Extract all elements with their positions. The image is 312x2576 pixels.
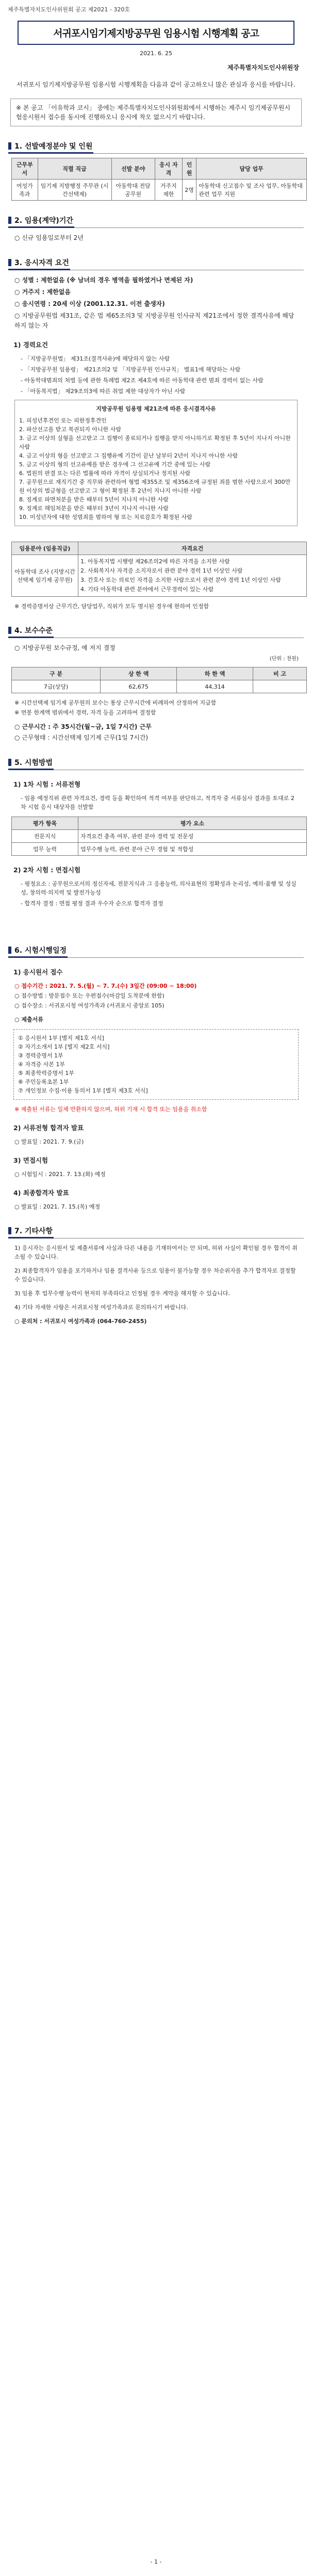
notice-page [5,0,307,2565]
section-bar-icon [8,759,11,766]
section-1 [8,140,304,201]
misc-item: 3) 임용 후 업무수행 능력이 현저히 부족하다고 인정될 경우 계약을 해지할 수 있습니다. [14,1290,231,1297]
disqualify-item: 6. 법원의 판결 또는 다른 법률에 따라 자격이 상실되거나 정지된 사람 [19,470,191,477]
page-number: - 1 - [150,2558,162,2565]
notice-box [10,99,302,126]
disqualify-item: 9. 징계로 해임처분을 받은 때부터 3년이 지나지 아니한 사람 [19,505,169,512]
docs-note: ※ 제출된 서류는 일체 반환하지 않으며, 허위 기재 시 합격 또는 임용을 취소함 [14,1106,207,1113]
misc-item: 1) 응시자는 응시원서 및 제출서류에 사실과 다른 내용을 기재하여서는 안 되며, 허위 사실이 확인될 경우 합격이 취소될 수 있습니다. [14,1245,298,1260]
exam-step-2: 2) 2차 시험 : 면접시험 [13,866,81,874]
exam-step-2-item: - 평정요소 : 공무원으로서의 정신자세, 전문지식과 그 응용능력, 의사표현의 정확성과 논리성, 예의·품행 및 성실성, 창의력·의지력 및 발전가능성 [21,881,297,896]
exam-step-2-item: - 합격자 결정 : 면접 평정 결과 우수자 순으로 합격자 결정 [21,900,163,907]
qualify-3: - 아동학대범죄의 처벌 등에 관한 특례법 제2조 제4호에 따른 아동학대 관련 범죄 경력이 없는 사람 [21,377,264,384]
section-3 [8,256,304,611]
section-bar-icon [8,1227,11,1234]
schedule-item: ○ 시험일시 : 2021. 7. 13.(화) 예정 [14,1171,106,1178]
disqualify-item: 8. 징계로 파면처분을 받은 때부터 5년이 지나지 아니한 사람 [19,496,169,503]
section-bar-icon [8,217,11,224]
exam-step-1: 1) 1차 시험 : 서류전형 [13,780,81,788]
misc-item: 4) 기타 자세한 사항은 서귀포시청 여성가족과로 문의하시기 바랍니다. [14,1304,188,1311]
pay-table: 구 분 상 한 액 하 한 액 비 고 7급(상당) 62,675 44,314 [11,667,307,693]
section-3-title: 3. 응시자격 요건 [8,256,70,270]
docs-title: ○ 제출서류 [14,1016,43,1023]
eval-table: 평가 항목 평가 요소 전문지식 자격요건 충족 여부, 관련 분야 경력 및 전문성 업무 능력 업무수행 능력, 관련 분야 근무 경험 및 적합성 [11,817,307,856]
th-dept: 근무부서 [12,158,38,180]
qualify-2: - 「지방공무원 임용령」 제21조의2 및 「지방공무원 인사규칙」 별표1에 해당하는 사람 [21,366,241,373]
doc-item: ⑤ 최종학력증명서 1부 [18,1070,74,1077]
section-7 [8,1225,304,1326]
section-bar-icon [8,947,11,954]
section-bar-icon [8,259,11,266]
disqualify-item: 3. 금고 이상의 실형을 선고받고 그 집행이 종료되거나 집행을 받지 아니하기로 확정된 후 5년이 지나지 아니한 사람 [19,435,291,450]
contact-info: ○ 문의처 : 서귀포시 여성가족과 (064-760-2455) [14,1318,147,1325]
qual-note: ※ 경력증명서상 근무기간, 담당업무, 직위가 모두 명시된 경우에 한하여 인정함 [14,603,209,610]
table-row: 업무 능력 업무수행 능력, 관련 분야 근무 경험 및 적합성 [12,843,307,856]
pay-note: ※ 연봉 한계액 범위에서 경력, 자격 등을 고려하여 결정함 [14,709,156,716]
work-type: ○ 근무형태 : 시간선택제 임기제 근무(1일 7시간) [14,734,149,741]
pay-unit: (단위 : 천원) [269,656,299,662]
qual-req: 1. 아동복지법 시행령 제26조의2에 따른 자격을 소지한 사람 [80,558,230,565]
section-6 [8,944,304,1211]
th-count: 인원 [182,158,196,180]
section-2 [8,214,304,243]
schedule-item: ○ 접수장소 : 서귀포시청 여성가족과 (서귀포시 중앙로 105) [14,1002,165,1009]
doc-item: ② 자기소개서 1부 [별지 제2호 서식] [18,1044,110,1050]
docs-box [13,1029,299,1100]
work-hours: ○ 근무시간 : 주 35시간(월~금, 1일 7시간) 근무 [14,723,152,730]
qualify-1: - 「지방공무원법」 제31조(결격사유)에 해당하지 않는 사람 [21,355,170,362]
section-2-title: 2. 임용(계약)기간 [8,214,74,228]
issuer: 제주특별자치도인사위원장 [227,64,299,71]
section-bar-icon [8,627,11,634]
notice-number: 제주특별자치도인사위원회 공고 제2021 - 320호 [8,6,130,13]
doc-item: ① 응시원서 1부 [별지 제1호 서식] [18,1035,104,1041]
section-1-title: 1. 선발예정분야 및 인원 [8,140,93,154]
schedule-step: 3) 면접시험 [13,1156,48,1164]
pay-caption: ○ 지방공무원 보수규정, 예 저지 결정 [14,644,116,651]
doc-item: ③ 경력증명서 1부 [18,1052,63,1059]
page-title: 서귀포시임기제지방공무원 임용시험 시행계획 공고 [53,28,259,39]
qualify-title: 1) 경력요건 [13,341,48,349]
position-table [11,158,307,201]
section-4 [8,624,304,743]
disqualify-item: 7. 공무원으로 재직기간 중 직무와 관련하여 형법 제355조 및 제356조에 규정된 죄를 범한 사람으로서 300만원 이상의 벌금형을 선고받고 그 형이 확정된 후 2년이 지나지 아니한 사람 [19,479,291,494]
table-row: 전문지식 자격요건 충족 여부, 관련 분야 경력 및 전문성 [12,830,307,843]
th-qual: 응시 자격 [155,158,182,180]
schedule-step: 1) 응시원서 접수 [13,968,63,976]
title-box [18,21,294,45]
qual-req: 2. 사회복지사 자격증 소지자로서 관련 분야 경력 1년 이상인 사람 [80,567,243,574]
disqualify-title: 지방공무원 임용령 제21조에 따른 응시결격사유 [96,405,216,412]
th-grade: 직렬 직급 [38,158,111,180]
schedule-step: 2) 서류전형 합격자 발표 [13,1124,84,1132]
disqualify-item: 4. 금고 이상의 형을 선고받고 그 집행유예 기간이 끝난 날부터 2년이 지나지 아니한 사람 [19,452,238,459]
section-7-title: 7. 기타사항 [8,1225,54,1238]
pay-note: ※ 시간선택제 임기제 공무원의 보수는 통상 근무시간에 비례하여 산정하여 지급함 [14,699,217,706]
disqualify-box [14,400,298,526]
schedule-item: ○ 발표일 : 2021. 7. 9.(금) [14,1138,84,1145]
schedule-item: ○ 접수방법 : 방문접수 또는 우편접수(마감일 도착분에 한함) [14,992,165,999]
disqualify-item: 10. 미성년자에 대한 성범죄를 범하여 형 또는 치료감호가 확정된 사람 [19,514,192,520]
doc-item: ④ 자격증 사본 1부 [18,1061,65,1068]
schedule-item: ○ 접수기간 : 2021. 7. 5.(월) ~ 7. 7.(수) 3일간 (09:00 ~ 18:00) [14,983,197,989]
schedule-item: ○ 발표일 : 2021. 7. 15.(목) 예정 [14,1203,101,1210]
qual-item-4: ○ 지방공무원법 제31조, 같은 법 제65조의3 및 지방공무원 인사규칙 제21조에서 정한 결격사유에 해당하지 않는 자 [14,312,294,329]
table-row: 여성가족과 임기제 지방행정 주무관 (시간선택제) 아동학대 전담공무원 거주지 제한 2명 아동학대 신고접수 및 조사 업무, 아동학대 관련 업무 지원 [12,180,307,201]
qual-item-1: ○ 성별 : 제한없음 (※ 남녀의 경우 병역을 필하였거나 면제된 자) [14,276,193,284]
qualification-table: 임용분야 (임용직급) 자격요건 아동학대 조사 (지방시간선택제 임기제 공무원) 1. 아동복지법 시행령 제26조의2에 따른 자격을 소지한 사람 2. 사회복지사 자격증 소지자로서 관련 분야 경력 1년 이상인 사람 3. 간호사 또는 의료인 자격을 소지한 사람으로서 관련 분야 경력 1년 이상인 사람 4. 기타 아동학대 관련 분야에서 근무경력이 있는 사람 [11,542,307,597]
table-row: 7급(상당) 62,675 44,314 [12,680,307,693]
doc-item: ⑦ 개인정보 수집·이용 동의서 1부 [별지 제3호 서식] [18,1087,148,1094]
section-bar-icon [8,142,11,150]
qual-item-3: ○ 응시연령 : 20세 이상 (2001.12.31. 이전 출생자) [14,300,165,307]
contract-period: ○ 신규 임용일로부터 2년 [14,234,84,241]
section-5 [8,756,304,908]
section-6-title: 6. 시험시행일정 [8,944,68,958]
qual-item-2: ○ 거주지 : 제한없음 [14,288,71,296]
disqualify-item: 2. 파산선고를 받고 복권되지 아니한 사람 [19,426,121,433]
th-duty: 담당 업무 [196,158,307,180]
qual-req: 4. 기타 아동학대 관련 분야에서 근무경력이 있는 사람 [80,586,214,593]
notice-lead: ※ 본 공고 「이유학과 코시」 중에는 제주특별자치도인사위원회에서 시행하는 제주시 임기제공무원시험응시원서 접수를 동시에 진행하오니 응시에 착오 없으시기 바랍니다. [16,104,291,121]
th-field: 선발 분야 [111,158,155,180]
disqualify-item: 1. 피성년후견인 또는 피한정후견인 [19,417,107,424]
section-4-title: 4. 보수수준 [8,624,54,638]
disqualify-item: 5. 금고 이상의 형의 선고유예를 받은 경우에 그 선고유예 기간 중에 있는 사람 [19,461,211,468]
notice-date: 2021. 6. 25 [140,50,172,57]
table-row: 아동학대 조사 (지방시간선택제 임기제 공무원) 1. 아동복지법 시행령 제26조의2에 따른 자격을 소지한 사람 2. 사회복지사 자격증 소지자로서 관련 분야 경력 1년 이상인 사람 3. 간호사 또는 의료인 자격을 소지한 사람으로서 관련 분야 경력 1년 이상인 사람 4. 기타 아동학대 관련 분야에서 근무경력이 있는 사람 [12,555,307,597]
misc-item: 2) 최종합격자가 임용을 포기하거나 임용 결격사유 등으로 임용이 불가능할 경우 차순위자를 추가 합격자로 결정할 수 있습니다. [14,1267,296,1283]
intro-text: 서귀포시 임기제지방공무원 임용시험 시행계획을 다음과 같이 공고하오니 많은 관심과 응시를 바랍니다. [17,81,295,88]
exam-step-1-body: - 임용 예정직위 관련 자격요건, 경력 등을 확인하여 적격 여부를 판단하고, 적격자 중 서류심사 결과를 토대로 2차 시험 응시 대상자를 선발함 [21,795,294,810]
qual-req: 3. 간호사 또는 의료인 자격을 소지한 사람으로서 관련 분야 경력 1년 이상인 사람 [80,577,281,583]
schedule-step: 4) 최종합격자 발표 [13,1189,69,1197]
qualify-4: - 「아동복지법」 제29조의3에 따른 취업 제한 대상자가 아닌 사람 [21,388,186,395]
section-5-title: 5. 시험방법 [8,756,54,770]
doc-item: ⑥ 주민등록초본 1부 [18,1079,69,1085]
